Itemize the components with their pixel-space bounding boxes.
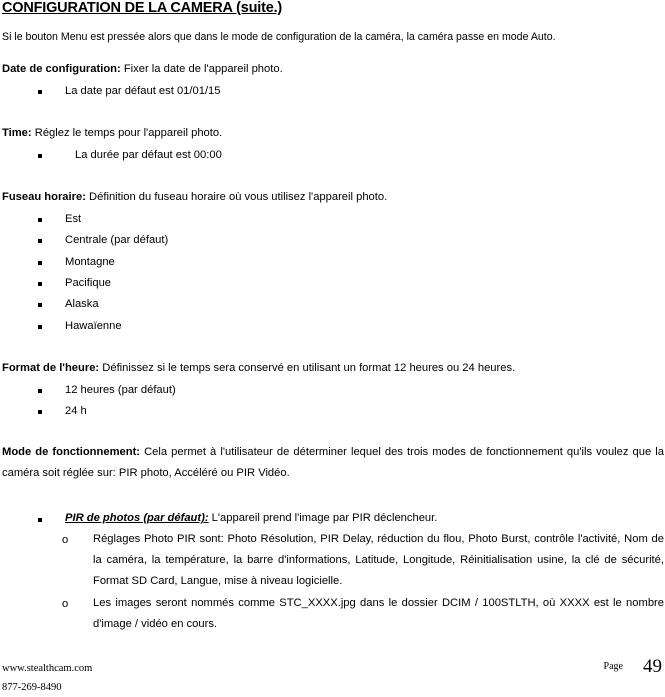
timeformat-label: Format de l'heure: <box>2 362 100 374</box>
phone-number: 877-269-8490 <box>2 682 62 693</box>
date-label: Date de configuration: <box>2 63 121 75</box>
timeformat-heading <box>2 362 515 374</box>
sub-bullet-marker: o <box>62 598 69 610</box>
website-link[interactable]: www.stealthcam.com <box>2 663 93 674</box>
pir-settings-text: Réglages Photo PIR sont: Photo Résolution, PIR Delay, réduction du flou, Photo Burst, contrôle l'activité, Nom de la caméra, la température, la barre d'informations, Latitude, Longitude, Réinitialisation usine, la clé de sécurité, Format SD Card, Langue, mise à niveau logicielle. <box>93 533 664 587</box>
bullet-marker <box>38 261 42 265</box>
time-text: Réglez le temps pour l'appareil photo. <box>31 127 223 139</box>
timezone-option: Hawaïenne <box>65 320 122 332</box>
bullet-marker <box>38 90 42 94</box>
intro-text: Si le bouton Menu est pressée alors que dans le mode de configuration de la caméra, la caméra passe en mode Auto. <box>2 31 556 43</box>
date-heading <box>2 63 283 75</box>
bullet-marker <box>38 239 42 243</box>
bullet-marker <box>38 389 42 393</box>
timezone-option: Alaska <box>65 298 99 310</box>
page-title: CONFIGURATION DE LA CAMERA (suite.) <box>2 0 283 16</box>
time-label: Time: <box>2 127 32 139</box>
file-naming-text: Les images seront nommés comme STC_XXXX.jpg dans le dossier DCIM / 100STLTH, où XXXX est le nombre d'image / vidéo en cours. <box>93 597 664 630</box>
time-heading <box>2 127 222 139</box>
mode-label: Mode de fonctionnement: <box>2 446 141 458</box>
timeformat-option: 12 heures (par défaut) <box>65 384 176 396</box>
bullet-marker <box>38 218 42 222</box>
footer-contact <box>2 659 92 697</box>
date-text: Fixer la date de l'appareil photo. <box>120 63 283 75</box>
page-number: 49 <box>643 656 662 677</box>
timeformat-option: 24 h <box>65 405 87 417</box>
mode-paragraph <box>2 442 664 484</box>
timezone-heading <box>2 191 387 203</box>
pir-photo-item <box>65 512 437 524</box>
timeformat-text: Définissez si le temps sera conservé en utilisant un format 12 heures ou 24 heures. <box>99 362 516 374</box>
pir-photo-label: PIR de photos (par défaut): <box>65 512 209 524</box>
timezone-option: Centrale (par défaut) <box>65 234 169 246</box>
bullet-marker <box>38 154 42 158</box>
bullet-marker <box>38 303 42 307</box>
sub-bullet-marker: o <box>62 534 69 546</box>
date-bullet: La date par défaut est 01/01/15 <box>65 85 221 97</box>
bullet-marker <box>38 282 42 286</box>
timezone-option: Pacifique <box>65 277 112 289</box>
bullet-marker <box>38 518 42 522</box>
timezone-label: Fuseau horaire: <box>2 191 86 203</box>
time-bullet: La durée par défaut est 00:00 <box>75 149 222 161</box>
mode-text: Cela permet à l'utilisateur de déterminer lequel des trois modes de fonctionnement qu'ils voulez que la caméra soit réglée sur: PIR photo, Accéléré ou PIR Vidéo. <box>2 446 664 479</box>
page-label: Page <box>603 661 623 672</box>
pir-photo-text: L'appareil prend l'image par PIR déclencheur. <box>208 512 438 524</box>
timezone-option: Est <box>65 213 82 225</box>
timezone-option: Montagne <box>65 256 115 268</box>
timezone-text: Définition du fuseau horaire où vous utilisez l'appareil photo. <box>85 191 388 203</box>
bullet-marker <box>38 410 42 414</box>
bullet-marker <box>38 325 42 329</box>
